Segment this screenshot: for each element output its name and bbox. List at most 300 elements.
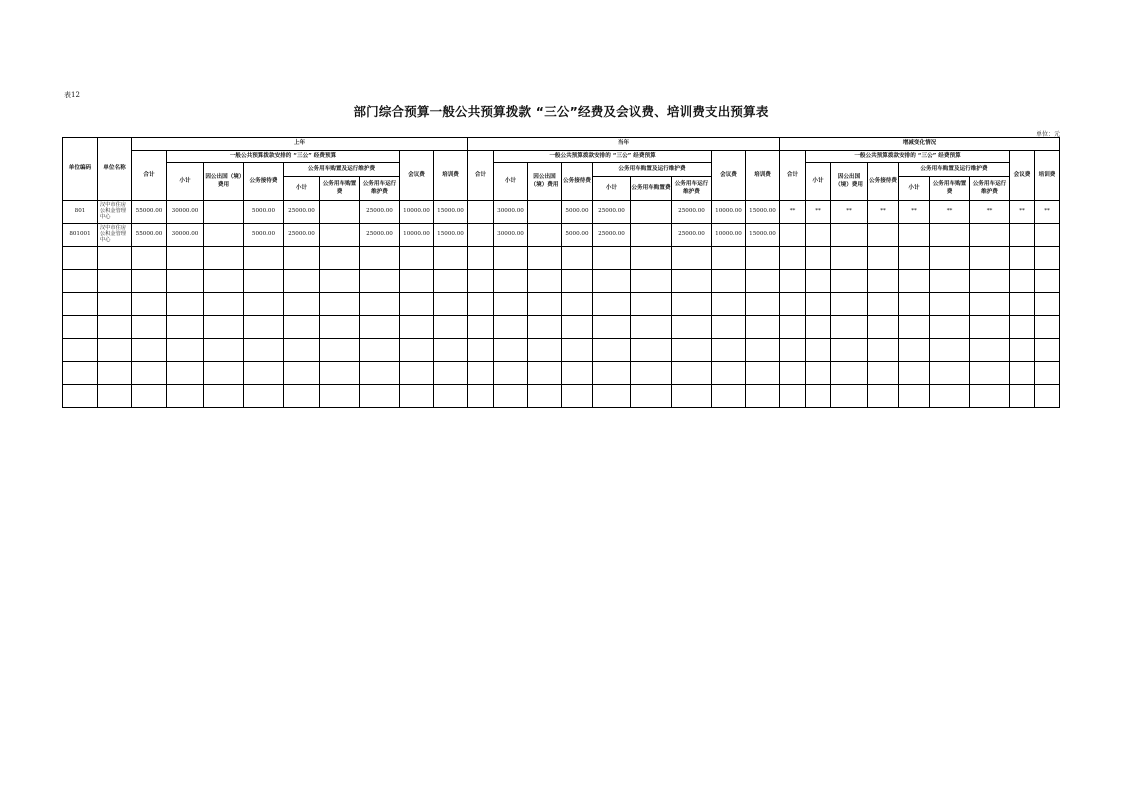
empty-cell (63, 270, 98, 293)
empty-cell (746, 316, 780, 339)
header-abroad: 因公出国（境）费用 (831, 163, 868, 201)
empty-cell (360, 247, 400, 270)
empty-cell (593, 316, 631, 339)
empty-cell (468, 385, 494, 408)
header-subtotal: 小计 (593, 177, 631, 201)
empty-cell (434, 293, 468, 316)
value-cell: ** (1035, 201, 1060, 224)
value-cell: ** (899, 201, 930, 224)
value-cell (468, 201, 494, 224)
value-cell: 30000.00 (494, 224, 528, 247)
empty-cell (831, 247, 868, 270)
empty-cell (806, 339, 831, 362)
empty-cell (780, 385, 806, 408)
empty-cell (672, 362, 712, 385)
value-cell (631, 201, 672, 224)
empty-cell (360, 362, 400, 385)
empty-cell (899, 247, 930, 270)
empty-cell (468, 293, 494, 316)
header-vehicle: 公务用车购置及运行维护费 (899, 163, 1010, 177)
empty-cell (244, 316, 284, 339)
empty-cell (98, 316, 132, 339)
header-subtotal: 小计 (806, 163, 831, 201)
empty-cell (528, 316, 562, 339)
empty-cell (360, 339, 400, 362)
empty-cell (1035, 362, 1060, 385)
empty-cell (672, 385, 712, 408)
empty-cell (780, 270, 806, 293)
empty-cell (284, 385, 320, 408)
value-cell: 15000.00 (434, 201, 468, 224)
empty-cell (468, 316, 494, 339)
empty-row (63, 362, 1060, 385)
empty-cell (434, 339, 468, 362)
empty-cell (63, 247, 98, 270)
value-cell: 5000.00 (244, 201, 284, 224)
empty-cell (167, 362, 204, 385)
empty-cell (868, 385, 899, 408)
header-vehicle: 公务用车购置及运行维护费 (284, 163, 400, 177)
header-training: 培训费 (746, 151, 780, 201)
empty-cell (98, 293, 132, 316)
empty-cell (494, 316, 528, 339)
value-cell: 15000.00 (434, 224, 468, 247)
header-meeting: 会议费 (1010, 151, 1035, 201)
empty-cell (970, 247, 1010, 270)
empty-cell (631, 247, 672, 270)
empty-cell (970, 339, 1010, 362)
empty-cell (712, 362, 746, 385)
empty-cell (672, 247, 712, 270)
header-total: 合计 (132, 151, 167, 201)
value-cell: 25000.00 (360, 224, 400, 247)
empty-cell (528, 339, 562, 362)
empty-cell (672, 339, 712, 362)
empty-cell (593, 293, 631, 316)
empty-cell (593, 339, 631, 362)
header-vehicle-purchase: 公务用车购置费 (930, 177, 970, 201)
empty-row (63, 247, 1060, 270)
empty-cell (284, 247, 320, 270)
empty-cell (1035, 385, 1060, 408)
empty-cell (494, 362, 528, 385)
unit-code-cell: 801 (63, 201, 98, 224)
value-cell: 30000.00 (494, 201, 528, 224)
empty-cell (132, 293, 167, 316)
empty-cell (831, 270, 868, 293)
value-cell: 5000.00 (562, 201, 593, 224)
empty-cell (899, 339, 930, 362)
empty-cell (899, 316, 930, 339)
empty-cell (360, 293, 400, 316)
empty-cell (528, 270, 562, 293)
header-group-change: 增减变化情况 (780, 138, 1060, 151)
empty-cell (360, 270, 400, 293)
empty-cell (63, 293, 98, 316)
empty-cell (806, 270, 831, 293)
empty-cell (562, 385, 593, 408)
empty-cell (360, 385, 400, 408)
empty-cell (400, 316, 434, 339)
value-cell: 10000.00 (712, 201, 746, 224)
empty-cell (167, 270, 204, 293)
empty-cell (167, 293, 204, 316)
value-cell: ** (806, 201, 831, 224)
empty-cell (631, 385, 672, 408)
header-abroad: 因公出国（境）费用 (204, 163, 244, 201)
empty-cell (593, 362, 631, 385)
header-sangong-budget: 一般公共预算拨款安排的 “三公” 经费预算 (806, 151, 1010, 163)
empty-cell (167, 247, 204, 270)
empty-cell (631, 270, 672, 293)
empty-cell (712, 316, 746, 339)
empty-cell (780, 247, 806, 270)
empty-cell (468, 362, 494, 385)
empty-cell (712, 385, 746, 408)
value-cell: 25000.00 (360, 201, 400, 224)
empty-cell (132, 339, 167, 362)
empty-cell (63, 385, 98, 408)
empty-cell (204, 339, 244, 362)
value-cell: 15000.00 (746, 201, 780, 224)
empty-cell (806, 293, 831, 316)
empty-cell (320, 316, 360, 339)
empty-cell (712, 270, 746, 293)
empty-cell (631, 293, 672, 316)
empty-cell (63, 339, 98, 362)
empty-cell (970, 316, 1010, 339)
empty-cell (132, 385, 167, 408)
header-subtotal: 小计 (284, 177, 320, 201)
empty-cell (1035, 270, 1060, 293)
value-cell: ** (780, 201, 806, 224)
value-cell: 10000.00 (712, 224, 746, 247)
table-body (63, 201, 1060, 408)
empty-cell (562, 316, 593, 339)
value-cell (631, 224, 672, 247)
empty-cell (400, 385, 434, 408)
empty-cell (284, 362, 320, 385)
value-cell: 10000.00 (400, 224, 434, 247)
empty-cell (746, 247, 780, 270)
empty-cell (284, 316, 320, 339)
header-vehicle-operation: 公务用车运行维护费 (672, 177, 712, 201)
value-cell (868, 224, 899, 247)
unit-label: 单位：元 (1035, 131, 1060, 138)
value-cell: ** (930, 201, 970, 224)
empty-cell (970, 385, 1010, 408)
empty-row (63, 270, 1060, 293)
empty-cell (806, 385, 831, 408)
empty-cell (1010, 362, 1035, 385)
empty-row (63, 339, 1060, 362)
empty-cell (562, 339, 593, 362)
empty-cell (204, 293, 244, 316)
empty-cell (284, 270, 320, 293)
header-sangong-budget: 一般公共预算拨款安排的 “三公” 经费预算 (167, 151, 400, 163)
empty-cell (494, 293, 528, 316)
empty-cell (831, 385, 868, 408)
empty-cell (672, 316, 712, 339)
empty-cell (899, 293, 930, 316)
header-meeting: 会议费 (712, 151, 746, 201)
empty-cell (712, 339, 746, 362)
empty-cell (806, 247, 831, 270)
empty-cell (1010, 293, 1035, 316)
value-cell: ** (831, 201, 868, 224)
empty-cell (631, 316, 672, 339)
empty-cell (712, 247, 746, 270)
empty-cell (244, 247, 284, 270)
empty-cell (244, 339, 284, 362)
empty-cell (167, 316, 204, 339)
empty-cell (970, 362, 1010, 385)
value-cell: 25000.00 (593, 224, 631, 247)
empty-cell (494, 247, 528, 270)
empty-cell (494, 270, 528, 293)
empty-row (63, 293, 1060, 316)
empty-cell (204, 362, 244, 385)
value-cell (320, 224, 360, 247)
empty-cell (1010, 339, 1035, 362)
empty-cell (806, 316, 831, 339)
value-cell: ** (970, 201, 1010, 224)
empty-cell (672, 293, 712, 316)
empty-cell (98, 339, 132, 362)
value-cell (780, 224, 806, 247)
empty-cell (631, 339, 672, 362)
empty-cell (1035, 247, 1060, 270)
value-cell: 25000.00 (593, 201, 631, 224)
empty-cell (930, 270, 970, 293)
empty-cell (930, 247, 970, 270)
empty-cell (284, 339, 320, 362)
empty-cell (468, 339, 494, 362)
empty-cell (98, 247, 132, 270)
empty-cell (284, 293, 320, 316)
empty-cell (320, 270, 360, 293)
header-total: 合计 (468, 151, 494, 201)
empty-cell (132, 316, 167, 339)
empty-cell (562, 270, 593, 293)
empty-cell (899, 362, 930, 385)
empty-cell (400, 247, 434, 270)
empty-cell (1035, 293, 1060, 316)
header-subtotal: 小计 (494, 163, 528, 201)
empty-cell (831, 316, 868, 339)
empty-cell (868, 270, 899, 293)
empty-cell (434, 270, 468, 293)
header-group-last-year: 上年 (132, 138, 468, 151)
value-cell: 55000.00 (132, 224, 167, 247)
empty-cell (320, 385, 360, 408)
empty-cell (712, 293, 746, 316)
empty-cell (780, 362, 806, 385)
header-vehicle-operation: 公务用车运行维护费 (970, 177, 1010, 201)
header-meeting: 会议费 (400, 151, 434, 201)
empty-cell (400, 270, 434, 293)
value-cell (528, 224, 562, 247)
empty-cell (868, 293, 899, 316)
value-cell (930, 224, 970, 247)
header-vehicle-purchase: 公务用车购置费 (320, 177, 360, 201)
value-cell (831, 224, 868, 247)
empty-cell (780, 293, 806, 316)
empty-cell (1010, 247, 1035, 270)
value-cell: 25000.00 (672, 224, 712, 247)
empty-cell (320, 247, 360, 270)
empty-cell (320, 339, 360, 362)
empty-cell (831, 362, 868, 385)
value-cell (1010, 224, 1035, 247)
empty-cell (494, 339, 528, 362)
empty-cell (434, 362, 468, 385)
value-cell (970, 224, 1010, 247)
empty-cell (204, 316, 244, 339)
value-cell (1035, 224, 1060, 247)
empty-cell (468, 247, 494, 270)
empty-cell (98, 362, 132, 385)
unit-name-cell: 汉中市住房公积金管理中心 (98, 224, 132, 247)
empty-cell (1010, 270, 1035, 293)
empty-cell (400, 362, 434, 385)
empty-cell (528, 362, 562, 385)
empty-cell (244, 385, 284, 408)
empty-cell (970, 293, 1010, 316)
page-title: 部门综合预算一般公共预算拨款 “三公”经费及会议费、培训费支出预算表 (353, 104, 769, 119)
header-abroad: 因公出国（境）费用 (528, 163, 562, 201)
empty-cell (593, 270, 631, 293)
empty-cell (930, 316, 970, 339)
empty-cell (400, 293, 434, 316)
header-total: 合计 (780, 151, 806, 201)
empty-cell (360, 316, 400, 339)
value-cell (899, 224, 930, 247)
empty-cell (593, 385, 631, 408)
empty-cell (562, 362, 593, 385)
empty-cell (400, 339, 434, 362)
empty-cell (63, 362, 98, 385)
empty-cell (167, 339, 204, 362)
empty-cell (831, 339, 868, 362)
header-training: 培训费 (1035, 151, 1060, 201)
empty-cell (868, 316, 899, 339)
header-reception: 公务接待费 (562, 163, 593, 201)
header-reception: 公务接待费 (868, 163, 899, 201)
empty-cell (528, 293, 562, 316)
empty-cell (899, 385, 930, 408)
empty-cell (434, 247, 468, 270)
header-group-this-year: 当年 (468, 138, 780, 151)
empty-cell (528, 247, 562, 270)
empty-cell (746, 362, 780, 385)
empty-cell (562, 293, 593, 316)
empty-cell (868, 339, 899, 362)
empty-cell (780, 339, 806, 362)
unit-name-cell: 汉中市住房公积金管理中心 (98, 201, 132, 224)
unit-code-cell: 801001 (63, 224, 98, 247)
empty-cell (244, 270, 284, 293)
empty-cell (868, 362, 899, 385)
empty-cell (1010, 316, 1035, 339)
value-cell (806, 224, 831, 247)
header-vehicle-purchase: 公务用车购置费 (631, 177, 672, 201)
value-cell: 5000.00 (562, 224, 593, 247)
value-cell (320, 201, 360, 224)
header-subtotal: 小计 (167, 163, 204, 201)
empty-cell (746, 293, 780, 316)
empty-cell (562, 247, 593, 270)
table-row (63, 201, 1060, 224)
value-cell: 55000.00 (132, 201, 167, 224)
value-cell: 25000.00 (284, 201, 320, 224)
table-number: 表12 (64, 91, 80, 99)
empty-cell (746, 270, 780, 293)
empty-cell (1035, 316, 1060, 339)
value-cell (528, 201, 562, 224)
header-vehicle-operation: 公务用车运行维护费 (360, 177, 400, 201)
value-cell: 5000.00 (244, 224, 284, 247)
empty-cell (132, 247, 167, 270)
empty-cell (930, 293, 970, 316)
empty-row (63, 385, 1060, 408)
empty-cell (132, 270, 167, 293)
empty-cell (244, 362, 284, 385)
empty-cell (593, 247, 631, 270)
header-reception: 公务接待费 (244, 163, 284, 201)
empty-cell (899, 270, 930, 293)
empty-cell (204, 247, 244, 270)
empty-cell (672, 270, 712, 293)
value-cell: 30000.00 (167, 201, 204, 224)
empty-cell (930, 339, 970, 362)
empty-cell (631, 362, 672, 385)
value-cell: 30000.00 (167, 224, 204, 247)
empty-cell (494, 385, 528, 408)
empty-cell (746, 339, 780, 362)
empty-cell (780, 316, 806, 339)
empty-cell (63, 316, 98, 339)
empty-cell (1010, 385, 1035, 408)
header-unit-code: 单位编码 (63, 138, 98, 201)
empty-cell (831, 293, 868, 316)
value-cell: 15000.00 (746, 224, 780, 247)
empty-cell (98, 270, 132, 293)
empty-cell (244, 293, 284, 316)
header-vehicle: 公务用车购置及运行维护费 (593, 163, 712, 177)
empty-cell (1035, 339, 1060, 362)
empty-cell (320, 293, 360, 316)
empty-row (63, 316, 1060, 339)
header-training: 培训费 (434, 151, 468, 201)
value-cell: ** (868, 201, 899, 224)
value-cell: 10000.00 (400, 201, 434, 224)
value-cell: 25000.00 (672, 201, 712, 224)
empty-cell (204, 385, 244, 408)
value-cell (204, 201, 244, 224)
empty-cell (98, 385, 132, 408)
empty-cell (868, 247, 899, 270)
header-subtotal: 小计 (899, 177, 930, 201)
empty-cell (970, 270, 1010, 293)
empty-cell (167, 385, 204, 408)
empty-cell (930, 385, 970, 408)
value-cell: ** (1010, 201, 1035, 224)
table-row (63, 224, 1060, 247)
empty-cell (468, 270, 494, 293)
empty-cell (204, 270, 244, 293)
empty-cell (930, 362, 970, 385)
